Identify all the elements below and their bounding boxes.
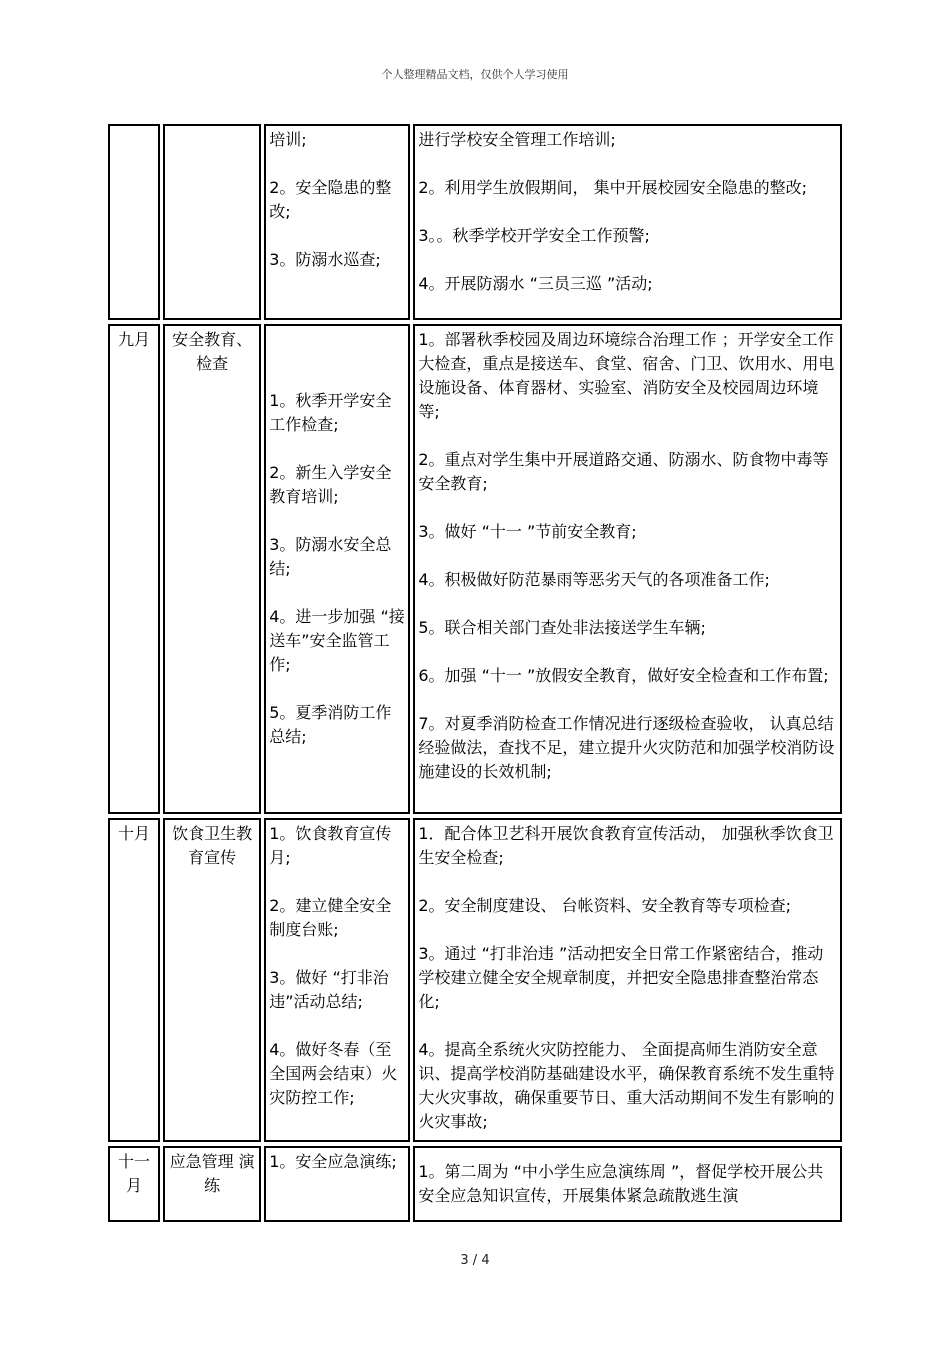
detail-item: 3。。秋季学校开学安全工作预警;: [418, 226, 650, 245]
task-item: 2。新生入学安全教育培训;: [269, 463, 392, 506]
safety-plan-table: [105, 120, 845, 1226]
details-cell: [413, 324, 842, 814]
month-cell: [108, 124, 160, 320]
detail-item: 1。第二周为 “中小学生应急演练周 ”，督促学校开展公共安全应急知识宣传，开展集体紧急疏散逃生演: [418, 1162, 824, 1205]
month-cell: 十月: [108, 818, 160, 1142]
task-item: 3。防溺水安全总结;: [269, 535, 392, 578]
details-cell: [413, 1146, 842, 1222]
page-header: 个人整理精品文档，仅供个人学习使用: [381, 68, 569, 81]
detail-item: 进行学校安全管理工作培训;: [418, 130, 616, 149]
detail-item: 5。联合相关部门查处非法接送学生车辆;: [418, 618, 706, 637]
task-item: 3。做好 “打非治违”活动总结;: [269, 968, 389, 1011]
month-cell: 九月: [108, 324, 160, 814]
table-row: [108, 124, 842, 320]
table-row: [108, 818, 842, 1142]
topic-cell: 饮食卫生教育宣传: [163, 818, 261, 1142]
detail-item: 3。做好 “十一 ”节前安全教育;: [418, 522, 637, 541]
task-item: 培训;: [269, 130, 307, 149]
detail-item: 2。利用学生放假期间， 集中开展校园安全隐患的整改;: [418, 178, 808, 197]
detail-item: 2。重点对学生集中开展道路交通、防溺水、防食物中毒等安全教育;: [418, 450, 829, 493]
task-item: 1。秋季开学安全工作检查;: [269, 391, 392, 434]
tasks-cell: [264, 1146, 410, 1222]
task-item: 1。饮食教育宣传月;: [269, 824, 392, 867]
table-row: [108, 1146, 842, 1222]
task-item: 4。做好冬春（至全国两会结束）火灾防控工作;: [269, 1040, 398, 1107]
task-item: 2。安全隐患的整改;: [269, 178, 392, 221]
detail-item: 6。加强 “十一 ”放假安全教育，做好安全检查和工作布置;: [418, 666, 829, 685]
task-item: 5。夏季消防工作总结;: [269, 703, 392, 746]
task-item: 1。安全应急演练;: [269, 1152, 397, 1171]
topic-cell: [163, 124, 261, 320]
detail-item: 4。提高全系统火灾防控能力、 全面提高师生消防安全意识、提高学校消防基础建设水平，确保教育系统不发生重特大火灾事故，确保重要节日、重大活动期间不发生有影响的火灾事故;: [418, 1040, 835, 1131]
tasks-cell: [264, 124, 410, 320]
task-item: 2。建立健全安全制度台账;: [269, 896, 392, 939]
detail-item: 4。积极做好防范暴雨等恶劣天气的各项准备工作;: [418, 570, 770, 589]
detail-item: 1．配合体卫艺科开展饮食教育宣传活动， 加强秋季饮食卫生安全检查;: [418, 824, 834, 867]
month-cell: 十一月: [108, 1146, 160, 1222]
details-cell: [413, 124, 842, 320]
page-number: 3 / 4: [460, 1253, 490, 1268]
detail-item: 3。通过 “打非治违 ”活动把安全日常工作紧密结合，推动学校建立健全安全规章制度，并把安全隐患排查整治常态化;: [418, 944, 824, 1011]
details-cell: [413, 818, 842, 1142]
detail-item: 7。对夏季消防检查工作情况进行逐级检查验收， 认真总结经验做法，查找不足，建立提升火灾防范和加强学校消防设施建设的长效机制;: [418, 714, 835, 781]
tasks-cell: [264, 818, 410, 1142]
table-row: [108, 324, 842, 814]
task-item: 3。防溺水巡查;: [269, 250, 381, 269]
topic-cell: 应急管理 演练: [163, 1146, 261, 1222]
detail-item: 2。安全制度建设、 台帐资料、安全教育等专项检查;: [418, 896, 792, 915]
detail-item: 1。部署秋季校园及周边环境综合治理工作 ；开学安全工作大检查，重点是接送车、食堂、宿舍、门卫、饮用水、用电设施设备、体育器材、实验室、消防安全及校园周边环境等;: [418, 330, 835, 421]
detail-item: 4。开展防溺水 “三员三巡 ”活动;: [418, 274, 653, 293]
task-item: 4。进一步加强 “接送车”安全监管工作;: [269, 607, 405, 674]
topic-cell: 安全教育、检查: [163, 324, 261, 814]
tasks-cell: [264, 324, 410, 814]
